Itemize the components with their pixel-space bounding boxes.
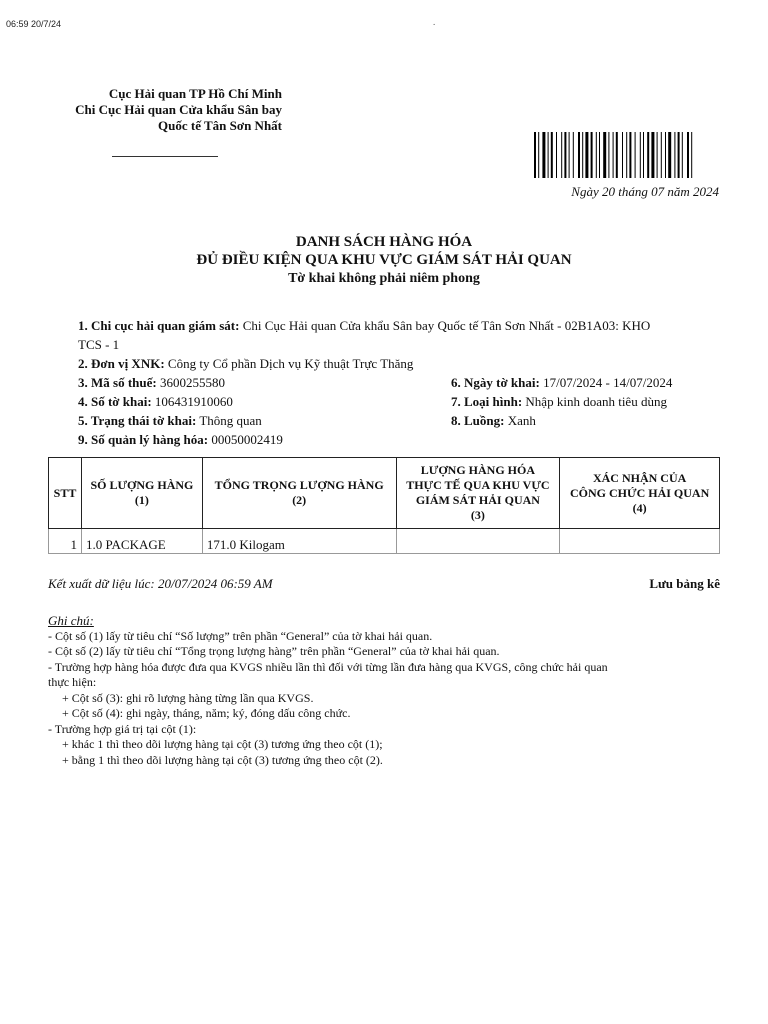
field-declaration-date xyxy=(451,373,672,392)
barcode-bar xyxy=(578,132,580,178)
cell-confirm xyxy=(560,529,720,554)
note-line: + Cột số (4): ghi ngày, tháng, năm; ký, đóng dấu công chức. xyxy=(62,706,351,720)
barcode-bar xyxy=(661,132,662,178)
barcode-bar xyxy=(542,132,545,178)
table-row xyxy=(49,529,720,554)
field-label: 5. Trạng thái tờ khai: xyxy=(78,413,197,428)
barcode xyxy=(534,132,719,178)
field-label: 3. Mã số thuế: xyxy=(78,375,157,390)
note-line: + khác 1 thì theo dõi lượng hàng tại cột (3) tương ứng theo cột (1); xyxy=(62,737,383,751)
title-line-3: Tờ khai không phải niêm phong xyxy=(288,271,480,286)
field-customs-office xyxy=(78,316,728,335)
note-line: + Cột số (3): ghi rõ lượng hàng từng lần qua KVGS. xyxy=(62,690,314,705)
barcode-bar xyxy=(668,132,671,178)
barcode-bar xyxy=(548,132,549,178)
barcode-bar xyxy=(643,132,644,178)
field-type xyxy=(451,392,667,411)
title-block xyxy=(0,233,768,289)
agency-line-3: Quốc tế Tân Sơn Nhất xyxy=(158,118,282,133)
header-actual-number: (3) xyxy=(470,508,485,522)
field-value: Nhập kinh doanh tiêu dùng xyxy=(525,394,667,409)
barcode-bar xyxy=(599,132,600,178)
header-actual-line-1: LƯỢNG HÀNG HÓA xyxy=(420,463,535,477)
note-line: - Cột số (1) lấy từ tiêu chí “Số lượng” trên phần “General” của tờ khai hải quan. xyxy=(48,628,433,643)
header-dot: . xyxy=(433,17,436,27)
note-line: - Trường hợp giá trị tại cột (1): xyxy=(48,721,197,736)
barcode-bar xyxy=(647,132,649,178)
barcode-bar xyxy=(603,132,606,178)
barcode-bar xyxy=(626,132,627,178)
barcode-bar xyxy=(538,132,539,178)
barcode-bar xyxy=(691,132,692,178)
field-status xyxy=(78,411,262,430)
barcode-bar xyxy=(582,132,583,178)
title-line-1: DANH SÁCH HÀNG HÓA xyxy=(295,234,473,250)
barcode-bar xyxy=(678,132,680,178)
field-customs-office-cont: TCS - 1 xyxy=(78,337,120,352)
barcode-bar xyxy=(561,132,562,178)
header-officer-confirmation xyxy=(560,458,720,529)
barcode-bar xyxy=(635,132,636,178)
table-header-row xyxy=(49,458,720,529)
notes-section xyxy=(48,613,728,768)
field-value: 106431910060 xyxy=(154,394,233,409)
field-value: 3600255580 xyxy=(159,375,225,390)
header-weight xyxy=(202,458,396,529)
barcode-bar xyxy=(613,132,614,178)
field-label: 7. Loại hình: xyxy=(451,394,523,409)
barcode-bar xyxy=(608,132,609,178)
header-confirm-line-2: CÔNG CHỨC HẢI QUAN xyxy=(570,485,710,500)
barcode-bar xyxy=(657,132,658,178)
field-label: 2. Đơn vị XNK: xyxy=(78,356,165,371)
barcode-bar xyxy=(534,132,536,178)
note-line: thực hiện: xyxy=(48,675,97,689)
field-value: Chi Cục Hải quan Cửa khẩu Sân bay Quốc tế Tân Sơn Nhất - 02B1A03: KHO xyxy=(242,318,651,333)
cell-weight: 171.0 Kilogam xyxy=(202,529,396,554)
field-label: 8. Luồng: xyxy=(451,413,505,428)
field-goods-id xyxy=(78,430,283,449)
header-weight-number: (2) xyxy=(292,493,307,507)
header-confirm-line-1: XÁC NHẬN CỦA xyxy=(592,470,687,485)
save-list-button[interactable]: Lưu bảng kê xyxy=(649,576,720,591)
field-channel xyxy=(451,411,536,430)
field-label: 4. Số tờ khai: xyxy=(78,394,152,409)
barcode-bar xyxy=(622,132,623,178)
barcode-bar xyxy=(629,132,631,178)
barcode-bar xyxy=(682,132,683,178)
field-value: Thông quan xyxy=(199,413,262,428)
field-label: 1. Chi cục hải quan giám sát: xyxy=(78,318,240,333)
agency-underline xyxy=(112,156,218,157)
barcode-bar xyxy=(573,132,574,178)
note-line: - Trường hợp hàng hóa được đưa qua KVGS nhiều lần thì đối với từng lần đưa hàng qua KVGS, công chức hải quan xyxy=(48,659,608,674)
header-actual-quantity xyxy=(396,458,560,529)
barcode-bar xyxy=(687,132,689,178)
header-quantity-label: SỐ LƯỢNG HÀNG xyxy=(90,478,194,492)
barcode-bar xyxy=(556,132,557,178)
barcode-bar xyxy=(564,132,566,178)
field-value: Xanh xyxy=(507,413,536,428)
title-line-2: ĐỦ ĐIỀU KIỆN QUA KHU VỰC GIÁM SÁT HẢI QUAN xyxy=(196,252,572,268)
header-actual-line-2: THỰC TẾ QUA KHU VỰC xyxy=(406,478,550,492)
field-tax-code xyxy=(78,373,225,392)
field-value: 00050002419 xyxy=(211,432,283,447)
field-trader xyxy=(78,354,413,373)
agency-block xyxy=(60,86,282,134)
field-value: 17/07/2024 - 14/07/2024 xyxy=(543,375,673,390)
field-declaration-number xyxy=(78,392,233,411)
barcode-bar xyxy=(585,132,588,178)
print-timestamp: 06:59 20/7/24 xyxy=(6,19,62,29)
barcode-bar xyxy=(616,132,618,178)
barcode-bar xyxy=(665,132,666,178)
barcode-bar xyxy=(569,132,570,178)
goods-table xyxy=(48,457,720,554)
cell-quantity: 1.0 PACKAGE xyxy=(81,529,202,554)
header-stt: STT xyxy=(49,458,82,529)
cell-actual xyxy=(396,529,560,554)
header-actual-line-3: GIÁM SÁT HẢI QUAN xyxy=(415,493,540,507)
header-weight-label: TỔNG TRỌNG LƯỢNG HÀNG xyxy=(214,478,384,492)
agency-line-2: Chi Cục Hải quan Cửa khẩu Sân bay xyxy=(75,102,282,117)
notes-heading: Ghi chú: xyxy=(48,613,94,628)
header-confirm-number: (4) xyxy=(632,500,647,515)
field-value: Công ty Cổ phần Dịch vụ Kỹ thuật Trực Thăng xyxy=(167,356,414,371)
barcode-bar xyxy=(551,132,553,178)
field-label: 9. Số quản lý hàng hóa: xyxy=(78,432,209,447)
header-quantity-number: (1) xyxy=(134,493,149,507)
barcode-bar xyxy=(651,132,654,178)
agency-line-1: Cục Hải quan TP Hồ Chí Minh xyxy=(108,86,282,101)
barcode-bar xyxy=(674,132,675,178)
cell-stt: 1 xyxy=(49,529,82,554)
note-line: + bằng 1 thì theo dõi lượng hàng tại cột (3) tương ứng theo cột (2). xyxy=(62,752,383,767)
barcode-bar xyxy=(596,132,597,178)
barcode-bar xyxy=(640,132,641,178)
note-line: - Cột số (2) lấy từ tiêu chí “Tổng trọng lượng hàng” trên phần “General” của tờ khai hải quan. xyxy=(48,644,500,658)
field-label: 6. Ngày tờ khai: xyxy=(451,375,540,390)
export-timestamp: Kết xuất dữ liệu lúc: 20/07/2024 06:59 AM xyxy=(48,576,273,591)
barcode-bar xyxy=(591,132,593,178)
document-date: Ngày 20 tháng 07 năm 2024 xyxy=(571,184,719,199)
header-quantity xyxy=(81,458,202,529)
